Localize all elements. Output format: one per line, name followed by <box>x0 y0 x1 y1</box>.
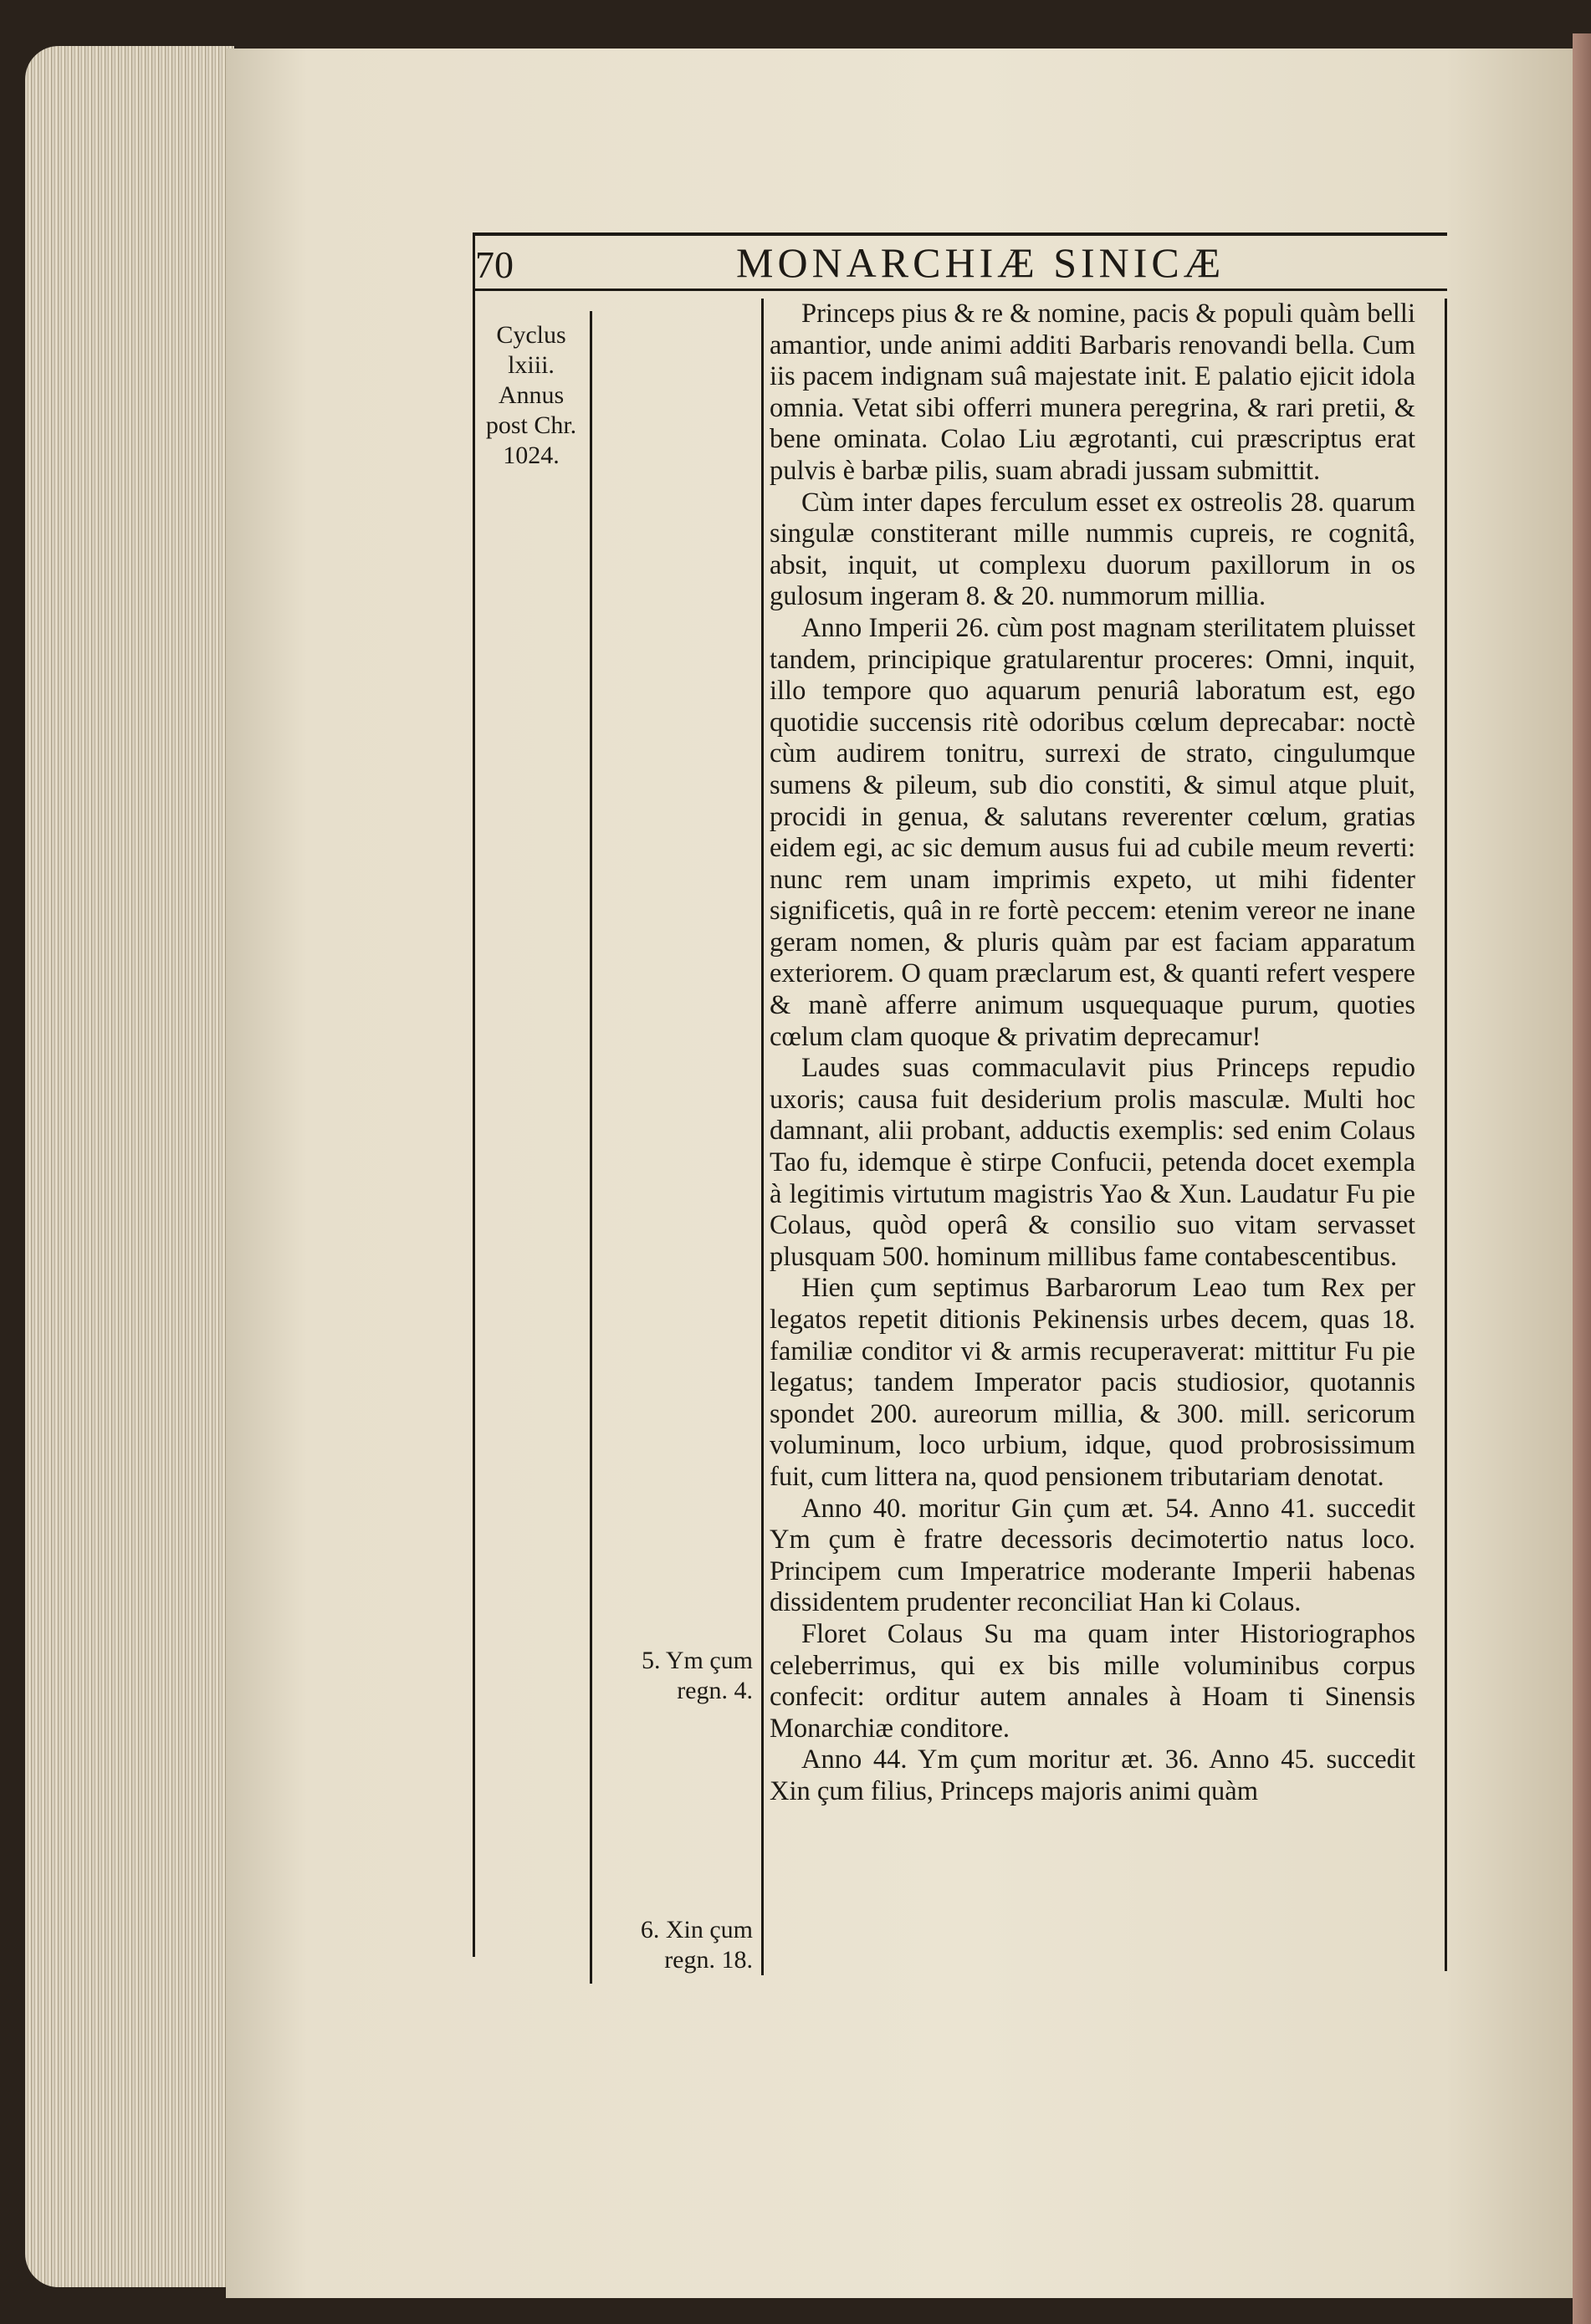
reign-note-6 <box>586 1915 753 1975</box>
cycle-number: lxiii. <box>508 351 555 379</box>
binding-edge <box>1573 33 1591 2324</box>
right-text-rule <box>1445 299 1447 1971</box>
annus-label: Annus <box>498 381 565 409</box>
running-head: MONARCHIÆ SINICÆ <box>736 239 1225 286</box>
paragraph: Cùm inter dapes ferculum esset ex ostreolis 28. quarum singulæ constiterant mille nummis cupreis, re cognitâ, absit, inquit, ut complexu duorum paxillorum in os gulosum ingeram 8. & 20. nummorum millia. <box>770 487 1415 612</box>
paragraph: Anno 44. Ym çum moritur æt. 36. Anno 45. succedit Xin çum filius, Princeps majoris animi quàm <box>770 1744 1415 1806</box>
reign-5-years: regn. 4. <box>677 1677 753 1704</box>
paragraph: Floret Colaus Su ma quam inter Historiographos celeberrimus, qui ex bis mille voluminibus corpus confecit: orditur autem annales à Hoam ti Sinensis Monarchiæ conditore. <box>770 1618 1415 1744</box>
left-margin-rule <box>473 234 475 1957</box>
paragraph: Anno Imperii 26. cùm post magnam sterilitatem pluisset tandem, principique gratularentur proceres: Omni, inquit, illo tempore quo aquarum penuriâ laboratum est, ego quotidie succensis ritè odoribus cœlum deprecabar: noctè cùm audirem tonitru, surrexi de strato, cingulumque sumens & pileum, sub dio constiti, & simul atque pluit, procidi in genua, & salutans reverenter cœlum, gratias eidem egi, ac sic demum ausus fui ad cubile meum reverti: nunc rem unam imprimis expeto, ut mihi fidenter significetis, quâ in re fortè peccem: etenim vereor ne inane geram nomen, & pluris quàm par est faciam apparatum exteriorem. O quam præclarum est, & quanti refert vespere & manè afferre animum usquequaque purum, quoties cœlum clam quoque & privatim deprecamur! <box>770 612 1415 1052</box>
paragraph: Princeps pius & re & nomine, pacis & populi quàm belli amantior, unde animi additi Barbaris renovandi bella. Cum iis pacem indignam suâ majestate init. E palatio ejicit idola omnia. Vetat sibi offerri munera peregrina, & rari pretii, & bene ominata. Colao Liu ægrotanti, cui præscriptus erat pulvis è barbæ pilis, suam abradi jussam submittit. <box>770 299 1415 486</box>
text-column-rule <box>761 299 764 1975</box>
reign-note-5 <box>586 1646 753 1706</box>
cycle-note <box>477 320 586 471</box>
header-rule-bottom <box>473 289 1447 291</box>
reign-5-name: 5. Ym çum <box>641 1647 753 1674</box>
reign-6-name: 6. Xin çum <box>640 1916 753 1943</box>
main-text-column <box>770 299 1415 1808</box>
paragraph: Anno 40. moritur Gin çum æt. 54. Anno 41. succedit Ym çum è fratre decessoris decimotertio natus loco. Principem cum Imperatrice moderante Imperii habenas dissidentem prudenter reconciliat Han ki Colaus. <box>770 1493 1415 1618</box>
page-number: 70 <box>475 243 514 286</box>
paragraph: Laudes suas commaculavit pius Princeps repudio uxoris; causa fuit desiderium prolis masculæ. Multi hoc damnant, alii probant, adductis exemplis: sed enim Colaus Tao fu, idemque è stirpe Confucii, petenda docet exempla à legitimis virtutum magistris Yao & Xun. Laudatur Fu pie Colaus, quòd operâ & consilio suo vitam servasset plusquam 500. hominum millibus fame contabescentibus. <box>770 1053 1415 1272</box>
header-rule-top <box>473 232 1447 236</box>
post-chr-label: post Chr. <box>485 411 577 439</box>
year-label: 1024. <box>503 442 560 469</box>
cycle-box-rule <box>590 311 592 1984</box>
paragraph: Hien çum septimus Barbarorum Leao tum Rex per legatos repetit ditionis Pekinensis urbes decem, quas 18. familiæ conditor vi & armis recuperaverat: mittitur Fu pie legatus; tandem Imperator pacis studiosior, quotannis spondet 200. aureorum millia, & 300. mill. sericorum voluminum, loco urbium, idque, quod probrosissimum fuit, cum littera na, quod pensionem tributariam denotat. <box>770 1273 1415 1492</box>
cycle-label: Cyclus <box>496 321 566 349</box>
page-edges <box>25 46 234 2287</box>
reign-6-years: regn. 18. <box>664 1946 753 1974</box>
